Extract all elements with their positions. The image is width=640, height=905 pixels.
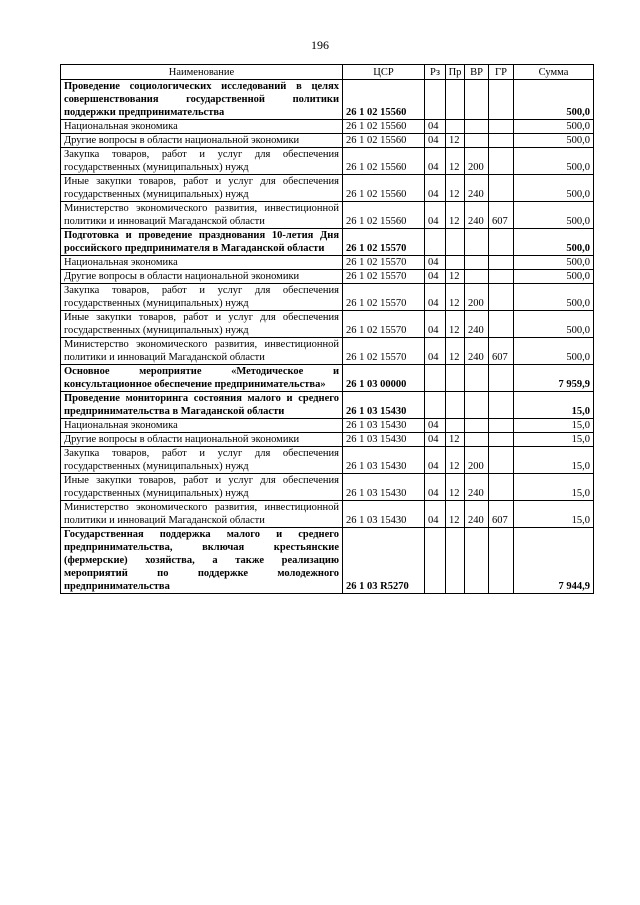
header-vr: ВР: [465, 65, 489, 80]
cell-vr: 240: [465, 474, 489, 501]
cell-sum: 500,0: [514, 311, 594, 338]
cell-name: Министерство экономического развития, инвестиционной политики и инноваций Магаданской области: [61, 338, 343, 365]
cell-name: Закупка товаров, работ и услуг для обеспечения государственных (муниципальных) нужд: [61, 148, 343, 175]
cell-pr: 12: [446, 501, 465, 528]
cell-pr: [446, 528, 465, 594]
cell-vr: [465, 433, 489, 447]
table-row: [61, 419, 594, 433]
cell-name: Министерство экономического развития, инвестиционной политики и инноваций Магаданской области: [61, 202, 343, 229]
cell-rz: 04: [425, 447, 446, 474]
cell-name: Национальная экономика: [61, 120, 343, 134]
cell-sum: 7 959,9: [514, 365, 594, 392]
table-row: [61, 392, 594, 419]
cell-name: Иные закупки товаров, работ и услуг для обеспечения государственных (муниципальных) нужд: [61, 175, 343, 202]
cell-pr: 12: [446, 270, 465, 284]
cell-vr: 240: [465, 202, 489, 229]
cell-name: Проведение социологических исследований в целях совершенствования государственной политики поддержки предпринимательства: [61, 80, 343, 120]
cell-csr: 26 1 02 15570: [343, 284, 425, 311]
cell-pr: 12: [446, 148, 465, 175]
cell-csr: 26 1 02 15570: [343, 311, 425, 338]
table-row: [61, 501, 594, 528]
cell-sum: 500,0: [514, 80, 594, 120]
cell-rz: 04: [425, 501, 446, 528]
cell-rz: 04: [425, 284, 446, 311]
cell-csr: 26 1 02 15570: [343, 338, 425, 365]
cell-sum: 7 944,9: [514, 528, 594, 594]
cell-vr: [465, 270, 489, 284]
cell-pr: 12: [446, 447, 465, 474]
cell-sum: 500,0: [514, 338, 594, 365]
cell-csr: 26 1 03 15430: [343, 501, 425, 528]
cell-csr: 26 1 02 15560: [343, 202, 425, 229]
cell-rz: [425, 365, 446, 392]
cell-pr: 12: [446, 284, 465, 311]
cell-gr: [489, 229, 514, 256]
cell-name: Другие вопросы в области национальной экономики: [61, 270, 343, 284]
cell-gr: [489, 447, 514, 474]
cell-pr: 12: [446, 175, 465, 202]
page-number: 196: [311, 38, 329, 52]
table-row: [61, 338, 594, 365]
header-gr: ГР: [489, 65, 514, 80]
cell-vr: 240: [465, 338, 489, 365]
table-row: [61, 256, 594, 270]
cell-gr: [489, 120, 514, 134]
cell-gr: 607: [489, 202, 514, 229]
cell-rz: 04: [425, 256, 446, 270]
cell-sum: 500,0: [514, 284, 594, 311]
cell-vr: 240: [465, 501, 489, 528]
cell-csr: 26 1 02 15570: [343, 270, 425, 284]
cell-rz: 04: [425, 419, 446, 433]
cell-csr: 26 1 03 15430: [343, 447, 425, 474]
cell-gr: [489, 365, 514, 392]
table-body: [61, 80, 594, 594]
cell-rz: 04: [425, 120, 446, 134]
cell-vr: [465, 528, 489, 594]
cell-csr: 26 1 03 15430: [343, 392, 425, 419]
cell-pr: 12: [446, 474, 465, 501]
cell-name: Другие вопросы в области национальной экономики: [61, 134, 343, 148]
table-header-row: [61, 65, 594, 80]
cell-csr: 26 1 02 15560: [343, 148, 425, 175]
cell-name: Национальная экономика: [61, 256, 343, 270]
cell-csr: 26 1 03 15430: [343, 419, 425, 433]
cell-vr: [465, 134, 489, 148]
cell-gr: [489, 80, 514, 120]
cell-pr: 12: [446, 433, 465, 447]
cell-pr: [446, 229, 465, 256]
cell-csr: 26 1 02 15560: [343, 80, 425, 120]
cell-vr: [465, 120, 489, 134]
cell-gr: [489, 392, 514, 419]
cell-name: Проведение мониторинга состояния малого и среднего предпринимательства в Магаданской области: [61, 392, 343, 419]
cell-gr: [489, 433, 514, 447]
cell-pr: [446, 392, 465, 419]
cell-sum: 500,0: [514, 270, 594, 284]
cell-name: Закупка товаров, работ и услуг для обеспечения государственных (муниципальных) нужд: [61, 284, 343, 311]
cell-gr: [489, 256, 514, 270]
cell-pr: 12: [446, 338, 465, 365]
cell-pr: [446, 419, 465, 433]
cell-name: Национальная экономика: [61, 419, 343, 433]
cell-vr: [465, 365, 489, 392]
cell-gr: [489, 419, 514, 433]
cell-sum: 500,0: [514, 120, 594, 134]
table-row: [61, 528, 594, 594]
cell-name: Министерство экономического развития, инвестиционной политики и инноваций Магаданской области: [61, 501, 343, 528]
cell-rz: 04: [425, 175, 446, 202]
table-row: [61, 474, 594, 501]
cell-vr: [465, 392, 489, 419]
cell-csr: 26 1 02 15560: [343, 175, 425, 202]
cell-gr: [489, 528, 514, 594]
header-pr: Пр: [446, 65, 465, 80]
cell-csr: 26 1 02 15570: [343, 256, 425, 270]
cell-name: Государственная поддержка малого и среднего предпринимательства, включая крестьянские (фермерские) хозяйства, а также реализацию мероприятий по поддержке молодежного предпринимательства: [61, 528, 343, 594]
cell-name: Иные закупки товаров, работ и услуг для обеспечения государственных (муниципальных) нужд: [61, 311, 343, 338]
cell-vr: [465, 419, 489, 433]
cell-pr: [446, 256, 465, 270]
header-csr: ЦСР: [343, 65, 425, 80]
cell-rz: 04: [425, 433, 446, 447]
table-row: [61, 202, 594, 229]
table-row: [61, 120, 594, 134]
cell-gr: [489, 134, 514, 148]
cell-pr: 12: [446, 202, 465, 229]
cell-rz: 04: [425, 311, 446, 338]
cell-csr: 26 1 02 15560: [343, 120, 425, 134]
cell-sum: 500,0: [514, 175, 594, 202]
cell-sum: 500,0: [514, 256, 594, 270]
cell-rz: [425, 528, 446, 594]
cell-csr: 26 1 03 R5270: [343, 528, 425, 594]
cell-sum: 500,0: [514, 148, 594, 175]
cell-vr: 240: [465, 175, 489, 202]
table-row: [61, 284, 594, 311]
cell-gr: [489, 311, 514, 338]
cell-csr: 26 1 03 15430: [343, 474, 425, 501]
cell-name: Другие вопросы в области национальной экономики: [61, 433, 343, 447]
cell-rz: [425, 229, 446, 256]
cell-vr: 240: [465, 311, 489, 338]
cell-csr: 26 1 02 15570: [343, 229, 425, 256]
cell-vr: [465, 80, 489, 120]
cell-name: Основное мероприятие «Методическое и консультационное обеспечение предпринимательства»: [61, 365, 343, 392]
cell-rz: 04: [425, 148, 446, 175]
cell-gr: [489, 474, 514, 501]
table-row: [61, 447, 594, 474]
cell-gr: 607: [489, 338, 514, 365]
cell-name: Иные закупки товаров, работ и услуг для обеспечения государственных (муниципальных) нужд: [61, 474, 343, 501]
header-sum: Сумма: [514, 65, 594, 80]
cell-sum: 15,0: [514, 501, 594, 528]
table-row: [61, 229, 594, 256]
cell-csr: 26 1 03 00000: [343, 365, 425, 392]
cell-csr: 26 1 02 15560: [343, 134, 425, 148]
cell-sum: 500,0: [514, 202, 594, 229]
cell-vr: [465, 256, 489, 270]
cell-rz: [425, 80, 446, 120]
table-row: [61, 365, 594, 392]
cell-rz: 04: [425, 474, 446, 501]
cell-gr: [489, 270, 514, 284]
cell-gr: [489, 175, 514, 202]
cell-gr: 607: [489, 501, 514, 528]
cell-sum: 15,0: [514, 474, 594, 501]
cell-vr: 200: [465, 284, 489, 311]
cell-sum: 15,0: [514, 447, 594, 474]
header-rz: Рз: [425, 65, 446, 80]
cell-gr: [489, 284, 514, 311]
table-row: [61, 175, 594, 202]
cell-rz: 04: [425, 202, 446, 229]
cell-rz: [425, 392, 446, 419]
cell-rz: 04: [425, 270, 446, 284]
cell-name: Закупка товаров, работ и услуг для обеспечения государственных (муниципальных) нужд: [61, 447, 343, 474]
cell-name: Подготовка и проведение празднования 10-летия Дня российского предпринимателя в Магаданской области: [61, 229, 343, 256]
cell-sum: 15,0: [514, 433, 594, 447]
header-name: Наименование: [61, 65, 343, 80]
cell-rz: 04: [425, 134, 446, 148]
cell-sum: 500,0: [514, 229, 594, 256]
cell-vr: 200: [465, 148, 489, 175]
cell-pr: [446, 80, 465, 120]
table-row: [61, 270, 594, 284]
cell-vr: 200: [465, 447, 489, 474]
cell-sum: 15,0: [514, 392, 594, 419]
table-row: [61, 80, 594, 120]
cell-pr: [446, 365, 465, 392]
cell-sum: 15,0: [514, 419, 594, 433]
table-row: [61, 433, 594, 447]
cell-pr: 12: [446, 134, 465, 148]
cell-vr: [465, 229, 489, 256]
table-row: [61, 311, 594, 338]
budget-table: [60, 64, 594, 594]
cell-pr: 12: [446, 311, 465, 338]
cell-csr: 26 1 03 15430: [343, 433, 425, 447]
table-row: [61, 134, 594, 148]
cell-pr: [446, 120, 465, 134]
cell-sum: 500,0: [514, 134, 594, 148]
cell-gr: [489, 148, 514, 175]
table-row: [61, 148, 594, 175]
cell-rz: 04: [425, 338, 446, 365]
